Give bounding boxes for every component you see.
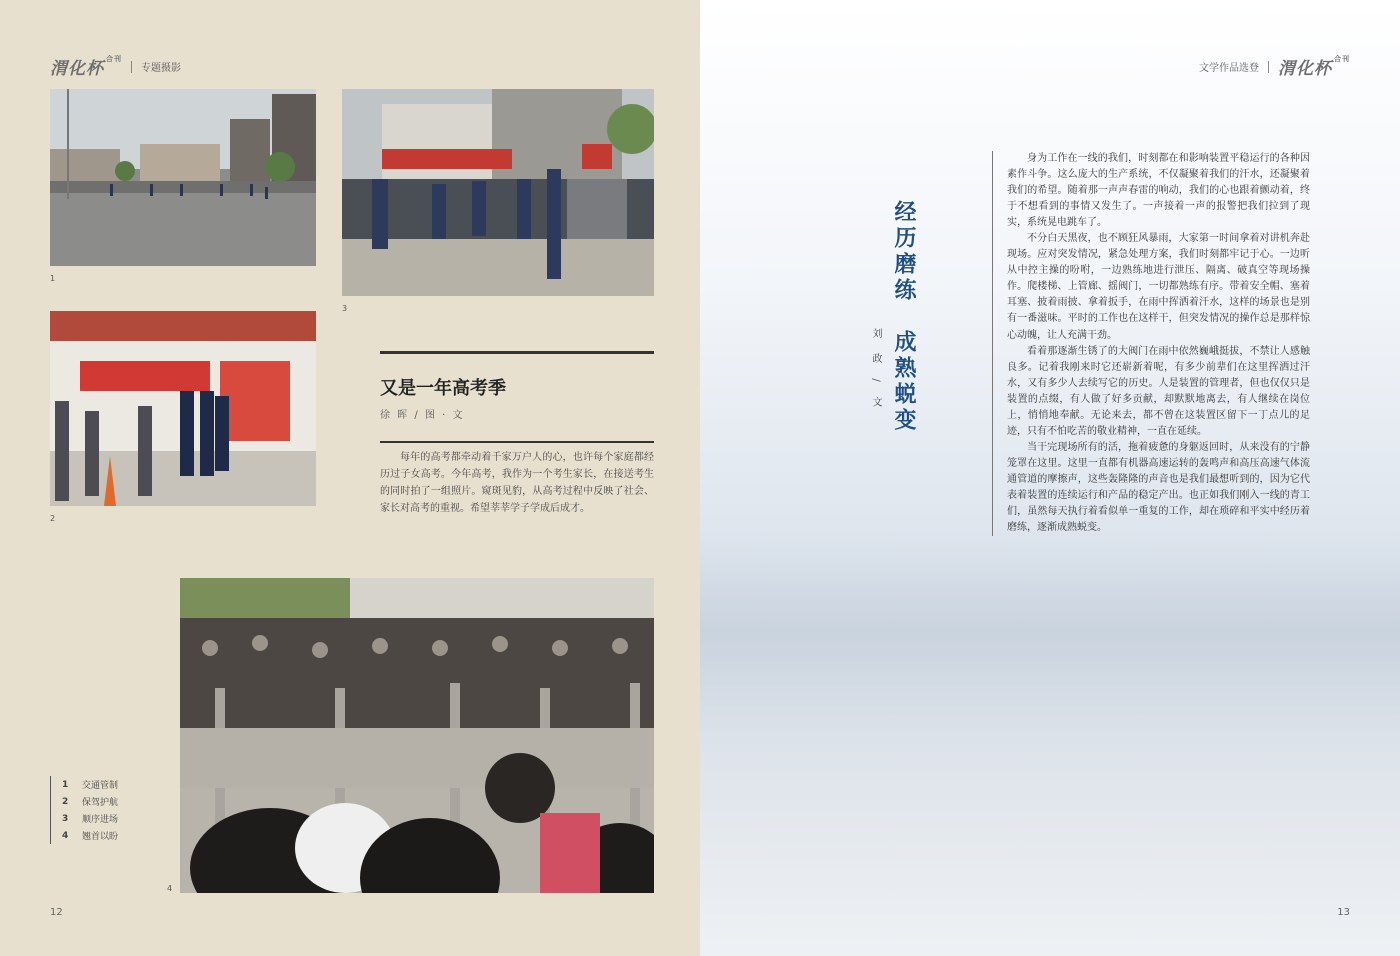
article-byline: 徐 晖 / 图 · 文 <box>380 410 465 421</box>
page-number-left: 12 <box>50 907 63 918</box>
legend-item: 4 翘首以盼 <box>62 830 119 842</box>
photo-caption-2: 2 <box>50 514 56 523</box>
section-label: 专题摄影 <box>141 63 181 74</box>
title-rule-bottom <box>380 441 654 443</box>
photo-caption-1: 1 <box>50 274 56 283</box>
section-label: 文学作品选登 <box>1199 63 1259 74</box>
legend-item: 1 交通管制 <box>62 779 119 791</box>
photo-caption-4: 4 <box>167 884 173 893</box>
article-intro: 每年的高考都牵动着千家万户人的心，也许每个家庭都经历过子女高考。今年高考，我作为一个考生家长，在接送考生的同时拍了一组照片。窥斑见豹，从高考过程中反映了社会、家长对高考的重视。希望莘莘学子学成后成才。 <box>380 452 654 514</box>
essay-byline: 刘 政 / 文 <box>870 328 881 413</box>
essay-paragraph: 看着那逐渐生锈了的大阀门在雨中依然巍峨挺拔，不禁让人感触良多。记着我刚来时它还崭新着呢，有多少前辈们在这里挥洒过汗水，又有多少人去续写它的历史。人是装置的管理者，但也仅仅只是装置的点缀，有人做了好多贡献，却默默地离去，有人继续在岗位上，悄悄地奉献。无论来去，都不曾在这装置区留下一丁点儿的足迹，只有不怕吃苦的敬业精神，一直在延续。 <box>1007 345 1310 437</box>
photo-traffic-control <box>50 89 316 266</box>
right-header <box>1199 54 1350 79</box>
header-divider <box>1268 61 1269 73</box>
left-header <box>50 54 181 79</box>
header-divider <box>131 61 132 73</box>
essay-body <box>992 151 1310 536</box>
photo-caption-3: 3 <box>342 304 348 313</box>
title-rule-top <box>380 351 654 354</box>
essay-paragraph: 不分白天黑夜，也不顾狂风暴雨，大家第一时间拿着对讲机奔赴现场。应对突发情况，紧急处理方案，我们时刻都牢记于心。一边听从中控主操的吩咐，一边熟练地进行泄压、隔离、破真空等现场操作。爬楼梯、上管廊、摇阀门，一切都熟练有序。带着安全帽、塞着耳塞、披着雨披、拿着扳手，在雨中挥洒着汗水，这样的场景也是别有一番滋味。平时的工作也在这样干，但突发情况的操作总是那样惊心动魄，让人充满干劲。 <box>1007 233 1310 341</box>
essay-paragraph: 身为工作在一线的我们，时刻都在和影响装置平稳运行的各种因素作斗争。这么庞大的生产系统，不仅凝聚着我们的汗水，还凝聚着我们的希望。随着那一声声春雷的响动，我们的心也跟着颤动着，终于不想看到的事情又发生了。一声接着一声的报警把我们拉到了现实，系统晃电跳车了。 <box>1007 153 1310 229</box>
photo-escort <box>50 311 316 506</box>
magazine-logo: 渭化杯$^{合刊}$ <box>1278 54 1350 79</box>
photo-orderly-entry <box>342 89 654 296</box>
photo-anticipation <box>180 578 654 893</box>
essay-paragraph: 当干完现场所有的活，拖着疲惫的身躯返回时，从来没有的宁静笼罩在这里。这里一直都有机器高速运转的轰鸣声和高压高速气体流通管道的摩擦声，这些轰隆隆的声音也是我们最想听到的，因为它代表着装置的连续运行和产品的稳定产出。也正如我们刚入一线的青工们，虽然每天执行着看似单一重复的工作，却在琐碎和平实中经历着磨练，逐渐成熟蜕变。 <box>1007 441 1310 534</box>
article-title: 又是一年高考季 <box>380 378 506 399</box>
page-number-right: 13 <box>1337 907 1350 918</box>
legend-item: 3 顺序进场 <box>62 813 119 825</box>
essay-title: 经历磨练 成熟蜕变 <box>891 200 916 434</box>
legend-item: 2 保驾护航 <box>62 796 119 808</box>
magazine-logo: 渭化杯$^{合刊}$ <box>50 54 122 79</box>
article-header <box>380 351 654 443</box>
photo-legend <box>50 776 118 844</box>
